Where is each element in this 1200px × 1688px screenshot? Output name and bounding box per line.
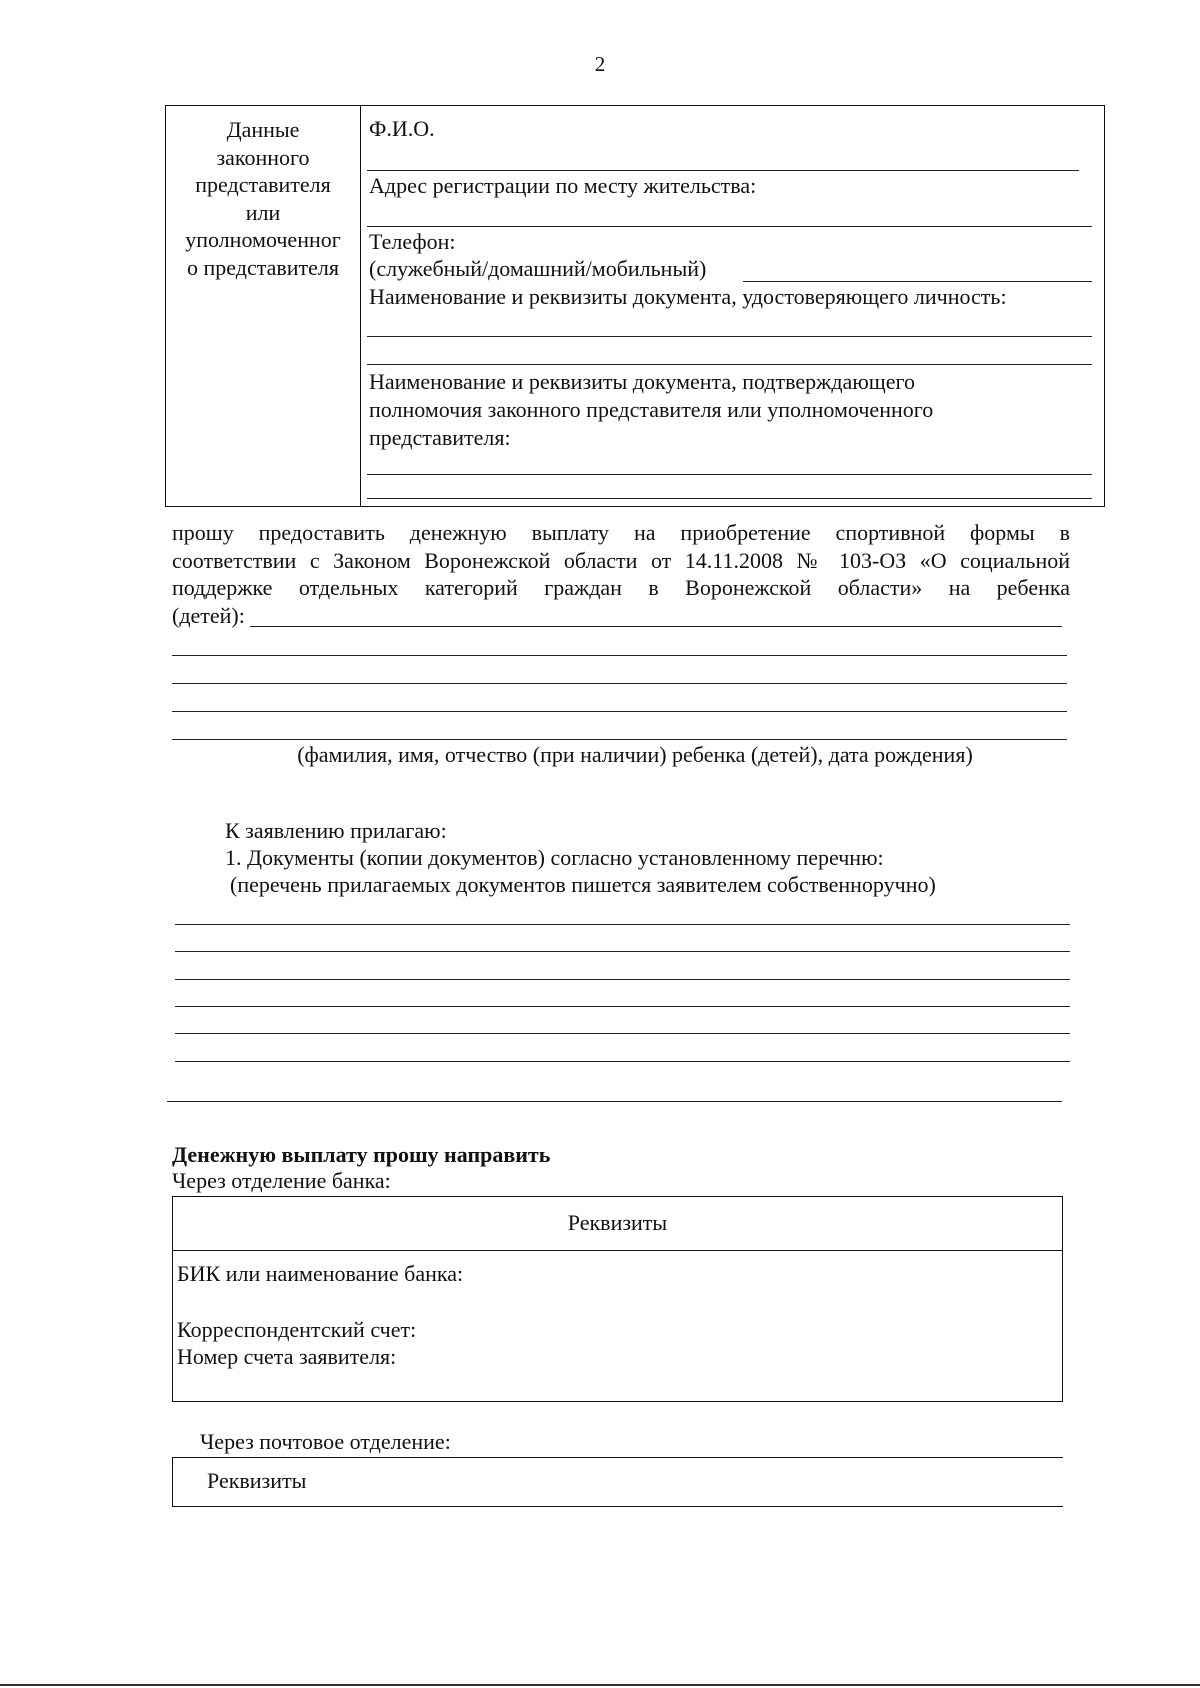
phone-label: Телефон: bbox=[369, 229, 456, 254]
attachments-note: (перечень прилагаемых документов пишется заявителем собственноручно) bbox=[230, 872, 936, 897]
children-fill-line[interactable] bbox=[250, 626, 1062, 627]
attachments-fill-line[interactable] bbox=[175, 924, 1070, 925]
scan-edge-line bbox=[0, 1684, 1200, 1686]
id-document-label: Наименование и реквизиты документа, удостоверяющего личность: bbox=[369, 284, 1007, 309]
post-details-table bbox=[172, 1457, 1063, 1507]
children-fill-line[interactable] bbox=[172, 655, 1067, 656]
label-line: о представителя bbox=[187, 254, 339, 280]
children-fill-line[interactable] bbox=[172, 739, 1067, 740]
via-bank-label: Через отделение банка: bbox=[172, 1168, 391, 1193]
fio-label: Ф.И.О. bbox=[369, 116, 435, 141]
payment-heading: Денежную выплату прошу направить bbox=[172, 1142, 551, 1167]
bank-details-table bbox=[172, 1196, 1063, 1402]
children-fill-line[interactable] bbox=[172, 683, 1067, 684]
authority-document-line: представителя: bbox=[369, 425, 511, 450]
address-fill-line[interactable] bbox=[367, 226, 1092, 227]
children-caption: (фамилия, имя, отчество (при наличии) ребенка (детей), дата рождения) bbox=[297, 742, 973, 767]
attachments-fill-line[interactable] bbox=[175, 979, 1070, 980]
attachments-fill-line[interactable] bbox=[167, 1101, 1062, 1102]
label-line: Данные bbox=[226, 117, 300, 142]
attachments-fill-line[interactable] bbox=[175, 1033, 1070, 1034]
request-line: соответствии с Законом Воронежской области от 14.11.2008 № 103-ОЗ «О социальной bbox=[172, 547, 1070, 573]
phone-types-label: (служебный/домашний/мобильный) bbox=[369, 256, 707, 281]
id-document-fill-line-2[interactable] bbox=[367, 364, 1092, 365]
attachments-intro: К заявлению прилагаю: bbox=[225, 818, 447, 843]
attachments-fill-line[interactable] bbox=[175, 1006, 1070, 1007]
label-line: представителя bbox=[195, 172, 331, 197]
corr-account-label: Корреспондентский счет: bbox=[177, 1317, 417, 1342]
representative-label-cell bbox=[166, 106, 361, 506]
attachments-fill-line[interactable] bbox=[175, 1061, 1070, 1062]
id-document-fill-line-1[interactable] bbox=[367, 336, 1092, 337]
representative-fields-cell bbox=[361, 106, 1104, 506]
address-label: Адрес регистрации по месту жительства: bbox=[369, 173, 757, 198]
attachments-item-1: 1. Документы (копии документов) согласно установленному перечню: bbox=[225, 845, 884, 870]
label-line: законного bbox=[216, 144, 310, 170]
label-line: или bbox=[245, 199, 281, 225]
fio-fill-line[interactable] bbox=[367, 170, 1079, 171]
authority-document-line: полномочия законного представителя или уполномоченного bbox=[369, 397, 934, 422]
authority-document-fill-line-2[interactable] bbox=[367, 498, 1092, 499]
authority-document-fill-line-1[interactable] bbox=[367, 474, 1092, 475]
representative-data-table bbox=[165, 105, 1105, 507]
label-line: уполномоченног bbox=[185, 227, 341, 252]
request-line: прошу предоставить денежную выплату на приобретение спортивной формы в bbox=[172, 520, 1070, 545]
request-line: поддержке отдельных категорий граждан в Воронежской области» на ребенка bbox=[172, 575, 1070, 600]
children-label: (детей): bbox=[172, 602, 245, 628]
authority-document-line: Наименование и реквизиты документа, подтверждающего bbox=[369, 369, 915, 394]
bank-table-header: Реквизиты bbox=[173, 1197, 1062, 1251]
post-table-label: Реквизиты bbox=[207, 1468, 307, 1493]
attachments-fill-line[interactable] bbox=[175, 951, 1070, 952]
applicant-account-label: Номер счета заявителя: bbox=[177, 1344, 397, 1369]
via-post-label: Через почтовое отделение: bbox=[200, 1429, 451, 1454]
bik-label: БИК или наименование банка: bbox=[177, 1261, 464, 1286]
phone-fill-line[interactable] bbox=[743, 281, 1092, 282]
request-paragraph bbox=[172, 519, 1070, 629]
children-fill-line[interactable] bbox=[172, 711, 1067, 712]
page-number: 2 bbox=[594, 52, 606, 76]
